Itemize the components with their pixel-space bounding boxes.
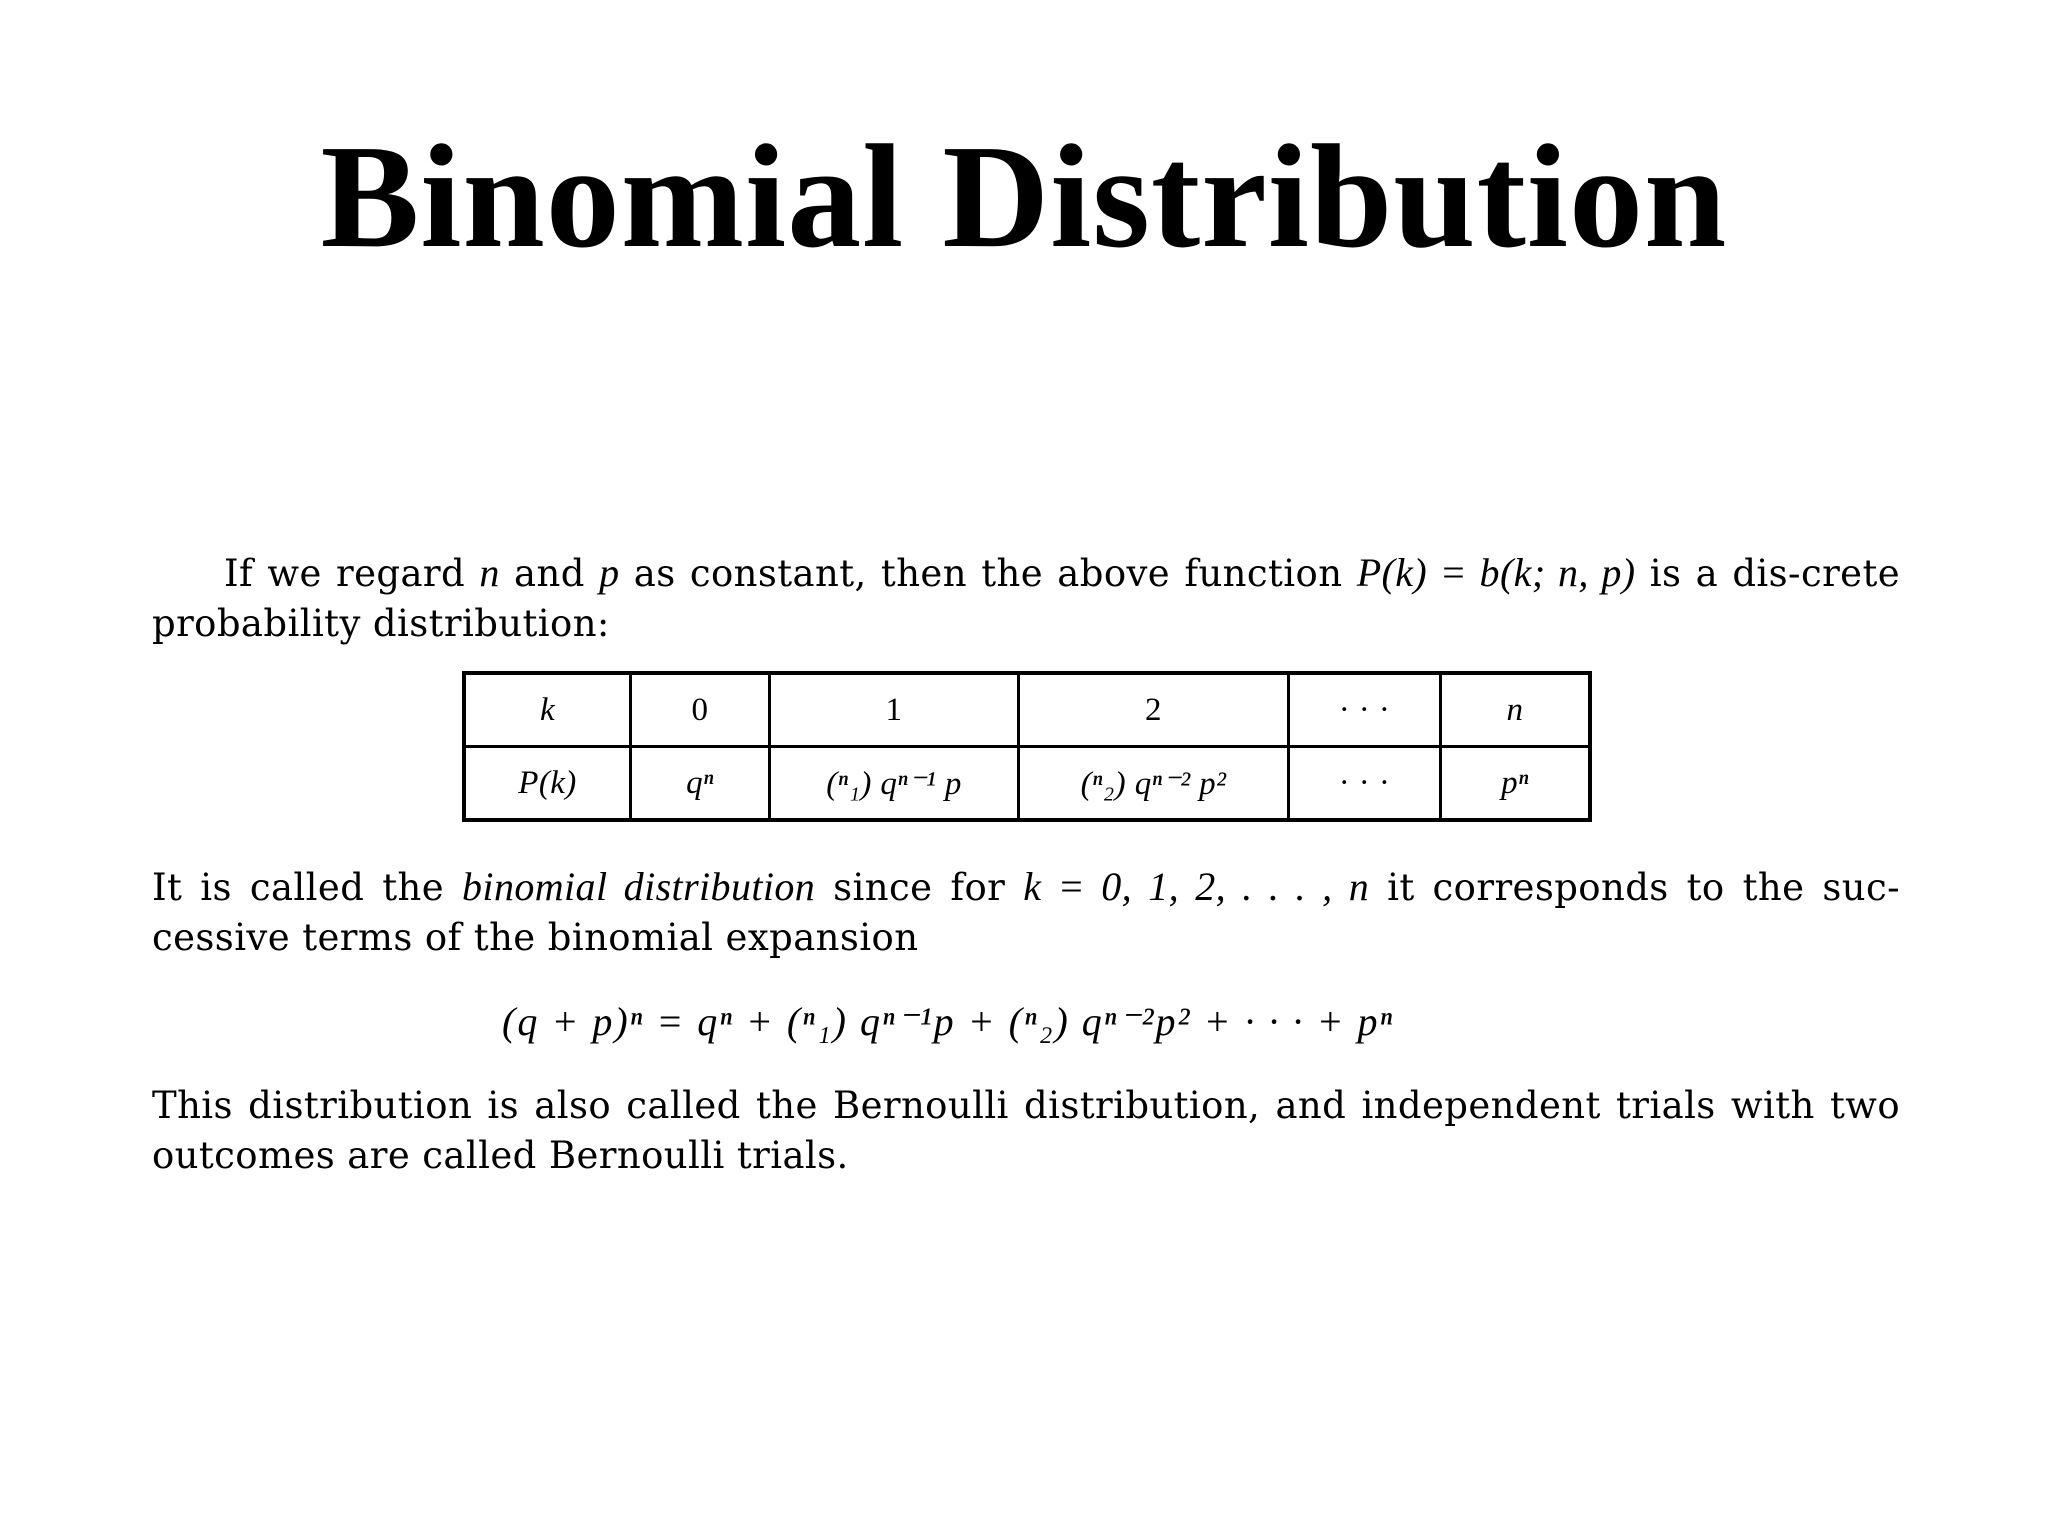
textbook-excerpt [152,548,1900,1181]
cell-text: · · · [1338,764,1391,801]
var-n: n [479,550,500,595]
var-p: p [599,550,620,595]
binomial-term: binomial distribution [462,864,816,909]
table-cell [1019,747,1289,821]
cell-text: (ⁿ₂) qⁿ⁻² p² [1080,766,1227,802]
table-row [464,747,1590,821]
cell-text: k [539,691,556,728]
slide-title: Binomial Distribution [320,115,1728,279]
distribution-table [462,671,1592,822]
table-cell [1289,673,1441,747]
table-cell [631,673,770,747]
k-range-formula: k = 0, 1, 2, . . . , n [1023,864,1370,909]
intro-text-4: is a dis-crete probability distribution: [152,552,1901,645]
binomial-paragraph [152,862,1900,963]
cell-text: P(k) [518,764,577,801]
cell-text: n [1506,691,1524,728]
binomial-text-2: since for [815,866,1024,909]
intro-text-1: If we regard [224,552,480,595]
table-cell [770,747,1019,821]
binomial-text-3: it corresponds to the suc-cessive terms of the binomial expansion [152,866,1900,959]
intro-text-3: as constant, then the above function [619,552,1357,595]
intro-paragraph [152,548,1900,649]
table-cell [1441,673,1591,747]
intro-text-2: and [499,552,600,595]
pmf-formula: P(k) = b(k; n, p) [1356,550,1636,595]
table-header-row [464,673,1590,747]
cell-text: pⁿ [1501,764,1529,801]
cell-text: qⁿ [686,764,714,801]
table-cell [1019,673,1289,747]
table-cell [464,747,631,821]
table-cell [770,673,1019,747]
cell-text: 2 [1145,691,1162,728]
binomial-expansion-equation: (q + p)ⁿ = qⁿ + (ⁿ₁) qⁿ⁻¹p + (ⁿ₂) qⁿ⁻²p² + · · · + pⁿ [502,999,1395,1044]
table-cell [1289,747,1441,821]
cell-text: (ⁿ₁) qⁿ⁻¹ p [826,766,962,802]
table-cell [1441,747,1591,821]
cell-text: 0 [691,691,709,728]
binomial-text-1: It is called the [152,866,463,909]
bernoulli-paragraph: This distribution is also called the Bernoulli distribution, and independent trials with two outcomes are called Bernoulli trials. [152,1084,1900,1177]
table-cell [464,673,631,747]
cell-text: · · · [1338,691,1391,728]
distribution-table-wrapper [462,671,1900,822]
cell-text: 1 [885,691,903,728]
table-cell [631,747,770,821]
